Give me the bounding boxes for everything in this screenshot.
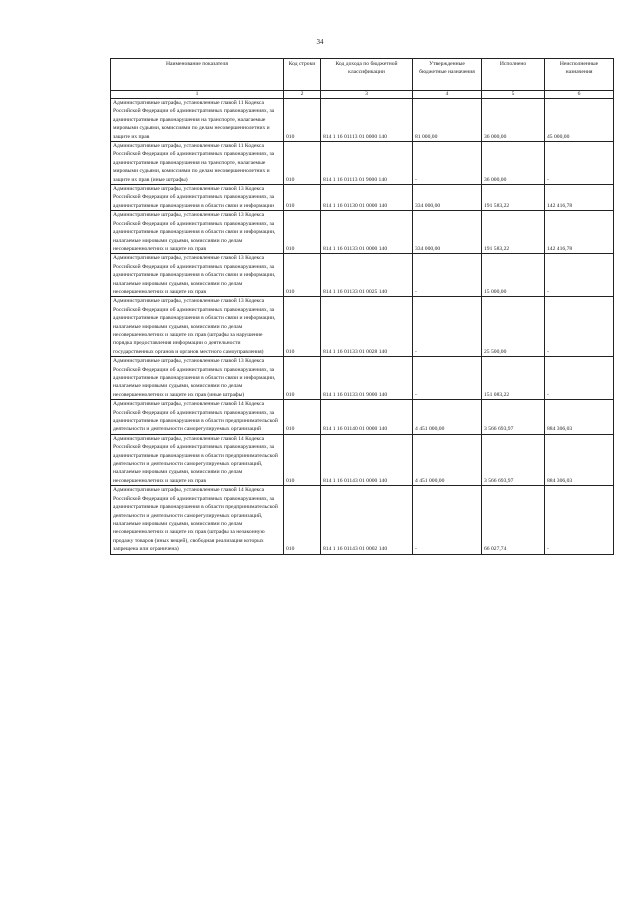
column-number: 4	[413, 91, 482, 99]
page-number: 34	[316, 38, 324, 46]
indicator-name-cell: Административные штрафы, установленные главой 11 Кодекса Российской Федерации об административных правонарушениях, за административные правонарушения на транспорте, налагаемые мировыми судьями, комиссиями по делам несовершеннолетних и защите их прав (иные штрафы)	[111, 142, 284, 185]
table-row	[111, 142, 614, 185]
budget-code-cell: 814 1 16 01133 01 0025 140	[321, 254, 413, 297]
indicator-name-cell: Административные штрафы, установленные главой 14 Кодекса Российской Федерации об административных правонарушениях, за административные правонарушения в области предпринимательской деятельности и деятельности саморегулируемых организаций, налагаемые мировыми судьями, комиссиями по делам несовершеннолетних и защите их прав (штрафы за незаконную продажу товаров (иных вещей), свободная реализация которых запрещена или ограничена)	[111, 486, 284, 554]
executed-cell: 3 566 693,97	[482, 400, 545, 435]
header-row	[111, 59, 614, 91]
budget-code-cell: 814 1 16 01143 01 0002 140	[321, 486, 413, 554]
unexecuted-cell: -	[545, 297, 614, 357]
approved-cell: -	[413, 486, 482, 554]
unexecuted-cell: 884 306,03	[545, 400, 614, 435]
column-number: 6	[545, 91, 614, 99]
executed-cell: 3 566 693,97	[482, 434, 545, 485]
executed-cell: 15 000,00	[482, 254, 545, 297]
line-code-cell: 010	[284, 254, 321, 297]
indicator-name-cell: Административные штрафы, установленные главой 14 Кодекса Российской Федерации об административных правонарушениях, за административные правонарушения в области предпринимательской деятельности и деятельности саморегулируемых организаций	[111, 400, 284, 435]
budget-code-cell: 814 1 16 01113 01 9000 140	[321, 142, 413, 185]
table-row	[111, 400, 614, 435]
line-code-cell: 010	[284, 142, 321, 185]
approved-cell: -	[413, 142, 482, 185]
unexecuted-cell: -	[545, 254, 614, 297]
executed-cell: 66 027,74	[482, 486, 545, 554]
executed-cell: 36 000,00	[482, 99, 545, 142]
unexecuted-cell: -	[545, 142, 614, 185]
table-row	[111, 211, 614, 254]
approved-cell: -	[413, 357, 482, 400]
header-line-code: Код строки	[284, 59, 321, 91]
indicator-name-cell: Административные штрафы, установленные главой 14 Кодекса Российской Федерации об административных правонарушениях, за административные правонарушения в области предпринимательской деятельности и деятельности саморегулируемых организаций, налагаемые мировыми судьями, комиссиями по делам несовершеннолетних и защите их прав	[111, 434, 284, 485]
column-numbers-row	[111, 91, 614, 99]
column-number: 5	[482, 91, 545, 99]
table-row	[111, 434, 614, 485]
approved-cell: 334 000,00	[413, 211, 482, 254]
budget-code-cell: 814 1 16 01130 01 0000 140	[321, 185, 413, 211]
indicator-name-cell: Административные штрафы, установленные главой 13 Кодекса Российской Федерации об административных правонарушениях, за административные правонарушения в области связи и информации, налагаемые мировыми судьями, комиссиями по делам несовершеннолетних и защите их прав	[111, 254, 284, 297]
approved-cell: 4 451 000,00	[413, 400, 482, 435]
approved-cell: 4 451 000,00	[413, 434, 482, 485]
line-code-cell: 010	[284, 486, 321, 554]
line-code-cell: 010	[284, 434, 321, 485]
table-row	[111, 185, 614, 211]
header-unexecuted: Неисполненные назначения	[545, 59, 614, 91]
indicator-name-cell: Административные штрафы, установленные главой 13 Кодекса Российской Федерации об административных правонарушениях, за административные правонарушения в области связи и информации, налагаемые мировыми судьями, комиссиями по делам несовершеннолетних и защите их прав (штрафы за нарушение порядка предоставления информации о деятельности государственных органов и органов местного самоуправления)	[111, 297, 284, 357]
indicator-name-cell: Административные штрафы, установленные главой 13 Кодекса Российской Федерации об административных правонарушениях, за административные правонарушения в области связи и информации, налагаемые мировыми судьями, комиссиями по делам несовершеннолетних и защите их прав (иные штрафы)	[111, 357, 284, 400]
approved-cell: -	[413, 297, 482, 357]
executed-cell: 36 000,00	[482, 142, 545, 185]
approved-cell: -	[413, 254, 482, 297]
column-number: 1	[111, 91, 284, 99]
approved-cell: 334 000,00	[413, 185, 482, 211]
header-budget-code: Код дохода по бюджетной классификации	[321, 59, 413, 91]
budget-code-cell: 814 1 16 01133 01 0000 140	[321, 211, 413, 254]
indicator-name-cell: Административные штрафы, установленные главой 13 Кодекса Российской Федерации об административных правонарушениях, за административные правонарушения в области связи и информации, налагаемые мировыми судьями, комиссиями по делам несовершеннолетних и защите их прав	[111, 211, 284, 254]
unexecuted-cell: 142 416,78	[545, 185, 614, 211]
line-code-cell: 010	[284, 297, 321, 357]
budget-code-cell: 814 1 16 01113 01 0000 140	[321, 99, 413, 142]
table-row	[111, 254, 614, 297]
budget-code-cell: 814 1 16 01133 01 9000 140	[321, 357, 413, 400]
header-executed: Исполнено	[482, 59, 545, 91]
column-number: 3	[321, 91, 413, 99]
line-code-cell: 010	[284, 357, 321, 400]
budget-code-cell: 814 1 16 01140 01 0000 140	[321, 400, 413, 435]
executed-cell: 25 500,00	[482, 297, 545, 357]
indicator-name-cell: Административные штрафы, установленные главой 13 Кодекса Российской Федерации об административных правонарушениях, за административные правонарушения в области связи и информации	[111, 185, 284, 211]
line-code-cell: 010	[284, 185, 321, 211]
unexecuted-cell: 142 416,78	[545, 211, 614, 254]
unexecuted-cell: -	[545, 357, 614, 400]
approved-cell: 81 000,00	[413, 99, 482, 142]
line-code-cell: 010	[284, 99, 321, 142]
line-code-cell: 010	[284, 400, 321, 435]
line-code-cell: 010	[284, 211, 321, 254]
executed-cell: 151 083,22	[482, 357, 545, 400]
executed-cell: 191 583,22	[482, 211, 545, 254]
header-indicator-name: Наименование показателя	[111, 59, 284, 91]
budget-code-cell: 814 1 16 01133 01 0028 140	[321, 297, 413, 357]
header-approved: Утвержденные бюджетные назначения	[413, 59, 482, 91]
executed-cell: 191 583,22	[482, 185, 545, 211]
unexecuted-cell: -	[545, 486, 614, 554]
unexecuted-cell: 884 306,03	[545, 434, 614, 485]
budget-code-cell: 814 1 16 01143 01 0000 140	[321, 434, 413, 485]
table-row	[111, 99, 614, 142]
budget-execution-table	[110, 58, 614, 555]
table-row	[111, 297, 614, 357]
table-row	[111, 486, 614, 554]
column-number: 2	[284, 91, 321, 99]
table-row	[111, 357, 614, 400]
indicator-name-cell: Административные штрафы, установленные главой 11 Кодекса Российской Федерации об административных правонарушениях, за административные правонарушения на транспорте, налагаемые мировыми судьями, комиссиями по делам несовершеннолетних и защите их прав	[111, 99, 284, 142]
unexecuted-cell: 45 000,00	[545, 99, 614, 142]
